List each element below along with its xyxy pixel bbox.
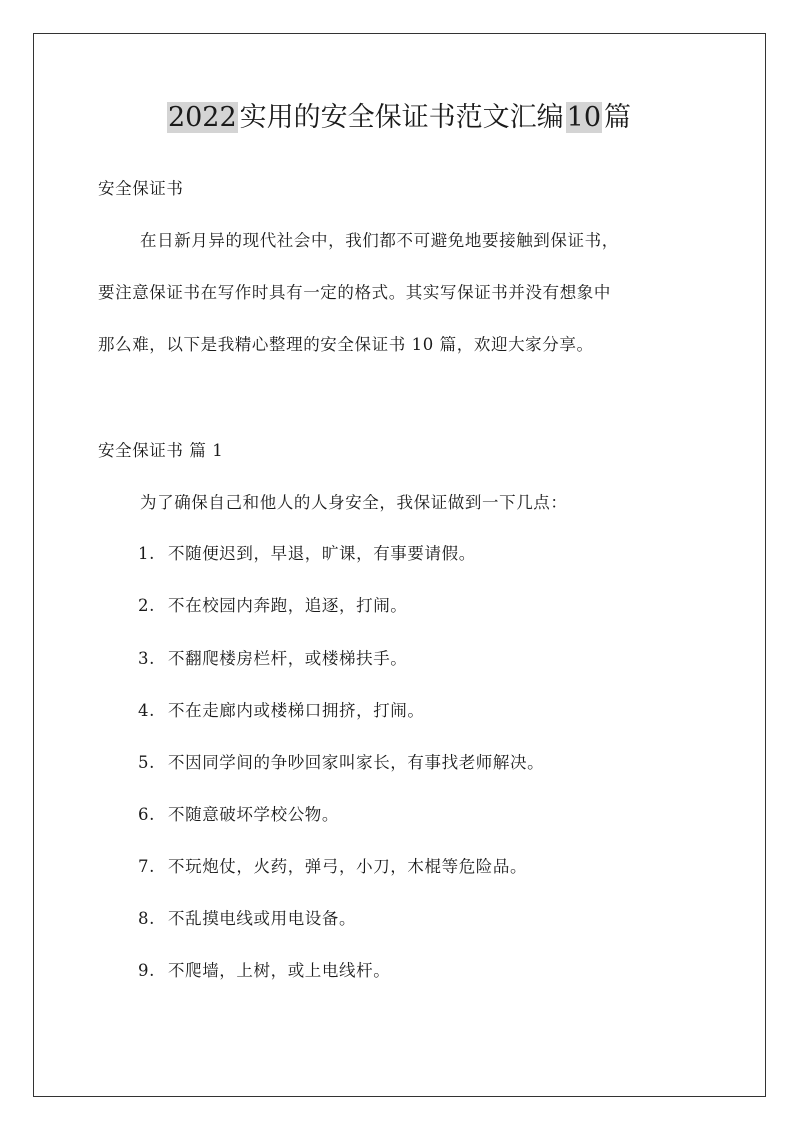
list-item-text: 不玩炮仗，火药，弹弓，小刀，木棍等危险品。 (168, 857, 528, 876)
list-item-number: 1. (138, 544, 155, 563)
list-item-text: 不在校园内奔跑，追逐，打闹。 (168, 596, 408, 615)
list-item-number: 9. (138, 961, 155, 980)
list-item-text: 不翻爬楼房栏杆，或楼梯扶手。 (168, 649, 408, 668)
section-heading: 安全保证书 篇 1 (98, 441, 224, 460)
list-item-number: 4. (138, 701, 155, 720)
list-item-text: 不爬墙，上树，或上电线杆。 (168, 961, 391, 980)
list-item (138, 543, 476, 565)
list-item-number: 7. (138, 857, 155, 876)
list-item-text: 不在走廊内或楼梯口拥挤，打闹。 (168, 701, 425, 720)
list-item-number: 3. (138, 649, 155, 668)
list-item-number: 2. (138, 596, 155, 615)
list-item-number: 5. (138, 753, 155, 772)
list-item (138, 595, 407, 617)
title-year: 2022 (167, 102, 237, 133)
list-item (138, 856, 527, 878)
list-item-number: 8. (138, 909, 155, 928)
list-item-text: 不随便迟到，早退，旷课，有事要请假。 (168, 544, 476, 563)
list-item-text: 不因同学间的争吵回家叫家长，有事找老师解决。 (168, 753, 545, 772)
list-item-text: 不随意破坏学校公物。 (168, 805, 339, 824)
list-item (138, 752, 544, 774)
lead-line: 为了确保自己和他人的人身安全，我保证做到一下几点： (140, 493, 568, 512)
title-suffix: 篇 (604, 102, 632, 133)
list-item (138, 908, 356, 930)
intro-line-2: 要注意保证书在写作时具有一定的格式。其实写保证书并没有想象中 (98, 283, 611, 302)
list-item (138, 804, 339, 826)
document-title (0, 98, 800, 138)
title-count: 10 (566, 102, 602, 133)
list-item (138, 648, 407, 670)
list-item (138, 700, 425, 722)
intro-line-1: 在日新月异的现代社会中，我们都不可避免地要接触到保证书， (140, 231, 619, 250)
title-main: 实用的安全保证书范文汇编 (239, 102, 564, 133)
heading: 安全保证书 (98, 179, 184, 198)
list-item (138, 960, 390, 982)
intro-line-3: 那么难，以下是我精心整理的安全保证书 10 篇，欢迎大家分享。 (98, 335, 594, 354)
list-item-number: 6. (138, 805, 155, 824)
list-item-text: 不乱摸电线或用电设备。 (168, 909, 357, 928)
